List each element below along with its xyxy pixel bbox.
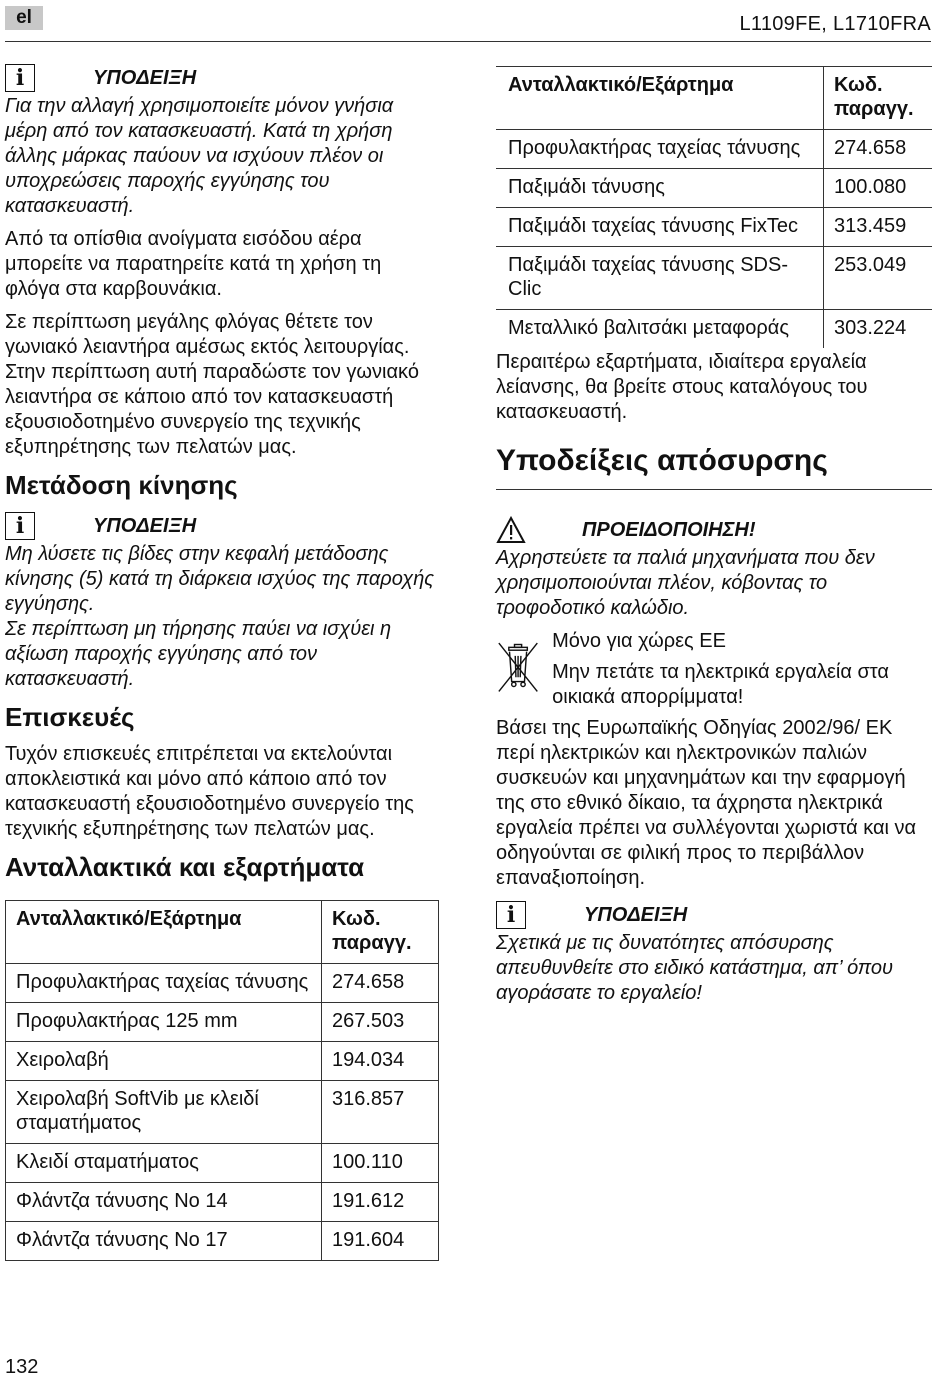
note-label: ΥΠΟΔΕΙΞΗ (93, 514, 197, 537)
paragraph-accessories: Περαιτέρω εξαρτήματα, ιδιαίτερα εργαλεία λείανσης, θα βρείτε στους καταλόγους του κατασκευαστή. (496, 351, 868, 423)
part-name: Προφυλακτήρας 125 mm (6, 1003, 322, 1042)
heading-repairs: Επισκευές (5, 702, 135, 732)
table-header-row (6, 901, 439, 964)
right-column (496, 66, 932, 1014)
note-header (5, 62, 440, 94)
note-header (5, 510, 440, 542)
part-code: 191.604 (322, 1222, 439, 1261)
info-icon: i (496, 901, 526, 929)
column-header-part: Ανταλλακτικό/Εξάρτημα (6, 901, 322, 964)
part-code: 194.034 (322, 1042, 439, 1081)
parts-table-continued (496, 66, 932, 348)
part-name: Παξιμάδι ταχείας τάνυσης SDS-Clic (496, 247, 824, 310)
weee-eu-only: Μόνο για χώρες ΕΕ (552, 630, 726, 652)
weee-notice (496, 629, 932, 716)
heading-parts: Ανταλλακτικά και εξαρτήματα (5, 852, 365, 882)
heading-disposal: Υποδείξεις απόσυρσης (496, 443, 932, 490)
paragraph-repairs: Τυχόν επισκευές επιτρέπεται να εκτελούνται αποκλειστικά και μόνο από κάποιο από τον κατασκευαστή εξουσιοδοτημένο συνεργείο της τεχνικής εξυπηρέτησης των πελατών μας. (5, 743, 414, 840)
part-name: Χειρολαβή SoftVib με κλειδί σταματήματος (6, 1081, 322, 1144)
part-name: Παξιμάδι τάνυσης (496, 169, 824, 208)
table-row (496, 130, 932, 169)
part-code: 253.049 (824, 247, 933, 310)
part-code: 100.110 (322, 1144, 439, 1183)
table-row (496, 310, 932, 349)
part-code: 313.459 (824, 208, 933, 247)
table-row (6, 1081, 439, 1144)
part-code: 267.503 (322, 1003, 439, 1042)
note-label: ΥΠΟΔΕΙΞΗ (584, 903, 688, 926)
paragraph-large-flame: Σε περίπτωση μεγάλης φλόγας θέτετε τον γωνιακό λειαντήρα αμέσως εκτός λειτουργίας. Στην περίπτωση αυτή παραδώστε τον γωνιακό λειαντήρα σε κάποιο από τον κατασκευαστή εξουσιοδοτημένο συνεργείο της τεχνικής εξυπηρέτησης των πελατών μας. (5, 311, 419, 458)
column-header-part: Ανταλλακτικό/Εξάρτημα (496, 67, 824, 130)
part-name: Προφυλακτήρας ταχείας τάνυσης (496, 130, 824, 169)
part-name: Κλειδί σταματήματος (6, 1144, 322, 1183)
warning-label: ΠΡΟΕΙΔΟΠΟΙΗΣΗ! (582, 518, 756, 541)
part-code: 274.658 (322, 964, 439, 1003)
parts-table (5, 900, 439, 1261)
info-icon: i (5, 64, 35, 92)
column-header-code: Κωδ. παραγγ. (824, 67, 933, 130)
part-code: 303.224 (824, 310, 933, 349)
part-code: 191.612 (322, 1183, 439, 1222)
note-label: ΥΠΟΔΕΙΞΗ (93, 66, 197, 89)
language-badge: el (5, 6, 43, 30)
table-row (6, 1183, 439, 1222)
part-name: Φλάντζα τάνυσης Νο 14 (6, 1183, 322, 1222)
part-name: Προφυλακτήρας ταχείας τάνυσης (6, 964, 322, 1003)
warning-header (496, 514, 932, 546)
note-original-parts: Για την αλλαγή χρησιμοποιείτε μόνον γνήσια μέρη από τον κατασκευαστή. Κατά τη χρήση άλλης μάρκας παύουν να ισχύουν πλέον οι υποχρεώσεις παροχής εγγύησης του κατασκευαστή. (5, 95, 394, 217)
model-number: L1109FE, L1710FRA (739, 13, 931, 35)
table-row (496, 247, 932, 310)
note-screws: Μη λύσετε τις βίδες στην κεφαλή μετάδοσης κίνησης (5) κατά τη διάρκεια ισχύος της παροχής εγγύησης. (5, 543, 435, 615)
part-name: Χειρολαβή (6, 1042, 322, 1081)
table-row (6, 964, 439, 1003)
warning-cut-cable: Αχρηστεύετε τα παλιά μηχανήματα που δεν χρησιμοποιούνται πλέον, κόβοντας το τροφοδοτικό καλώδιο. (496, 547, 875, 619)
part-name: Παξιμάδι ταχείας τάνυσης FixTec (496, 208, 824, 247)
note-header (496, 899, 932, 931)
heading-transmission: Μετάδοση κίνησης (5, 470, 238, 500)
table-row (496, 169, 932, 208)
note-warranty: Σε περίπτωση μη τήρησης παύει να ισχύει η αξίωση παροχής εγγύησης από τον κατασκευαστή. (5, 618, 392, 690)
column-header-code: Κωδ. παραγγ. (322, 901, 439, 964)
table-row (6, 1144, 439, 1183)
paragraph-eu-directive: Βάσει της Ευρωπαϊκής Οδηγίας 2002/96/ ΕΚ περί ηλεκτρικών και ηλεκτρονικών παλιών συσκευών και μηχανημάτων και την εφαρμογή της στο εθνικό δίκαιο, τα άχρηστα ηλεκτρικά εργαλεία πρέπει να συλλέγονται χωριστά και να οδηγούνται σε φιλική προς το περιβάλλον επαναξιοποίηση. (496, 717, 917, 889)
header-divider (5, 41, 931, 42)
table-row (6, 1222, 439, 1261)
part-code: 316.857 (322, 1081, 439, 1144)
weee-no-household: Μην πετάτε τα ηλεκτρικά εργαλεία στα οικιακά απορρίμματα! (552, 661, 889, 708)
part-code: 100.080 (824, 169, 933, 208)
part-name: Φλάντζα τάνυσης Νο 17 (6, 1222, 322, 1261)
paragraph-air-openings: Από τα οπίσθια ανοίγματα εισόδου αέρα μπορείτε να παρατηρείτε κατά τη χρήση τη φλόγα στα καρβουνάκια. (5, 228, 382, 300)
table-header-row (496, 67, 932, 130)
info-icon: i (5, 512, 35, 540)
table-row (496, 208, 932, 247)
crossed-out-bin-icon (496, 629, 540, 707)
left-column (5, 62, 440, 1261)
table-row (6, 1042, 439, 1081)
part-code: 274.658 (824, 130, 933, 169)
table-row (6, 1003, 439, 1042)
warning-triangle-icon (496, 516, 526, 544)
note-disposal-options: Σχετικά με τις δυνατότητες απόσυρσης απευθυνθείτε στο ειδικό κατάστημα, απ’ όπου αγοράσατε το εργαλείο! (496, 932, 894, 1004)
page-number: 132 (5, 1356, 39, 1378)
part-name: Μεταλλικό βαλιτσάκι μεταφοράς (496, 310, 824, 349)
